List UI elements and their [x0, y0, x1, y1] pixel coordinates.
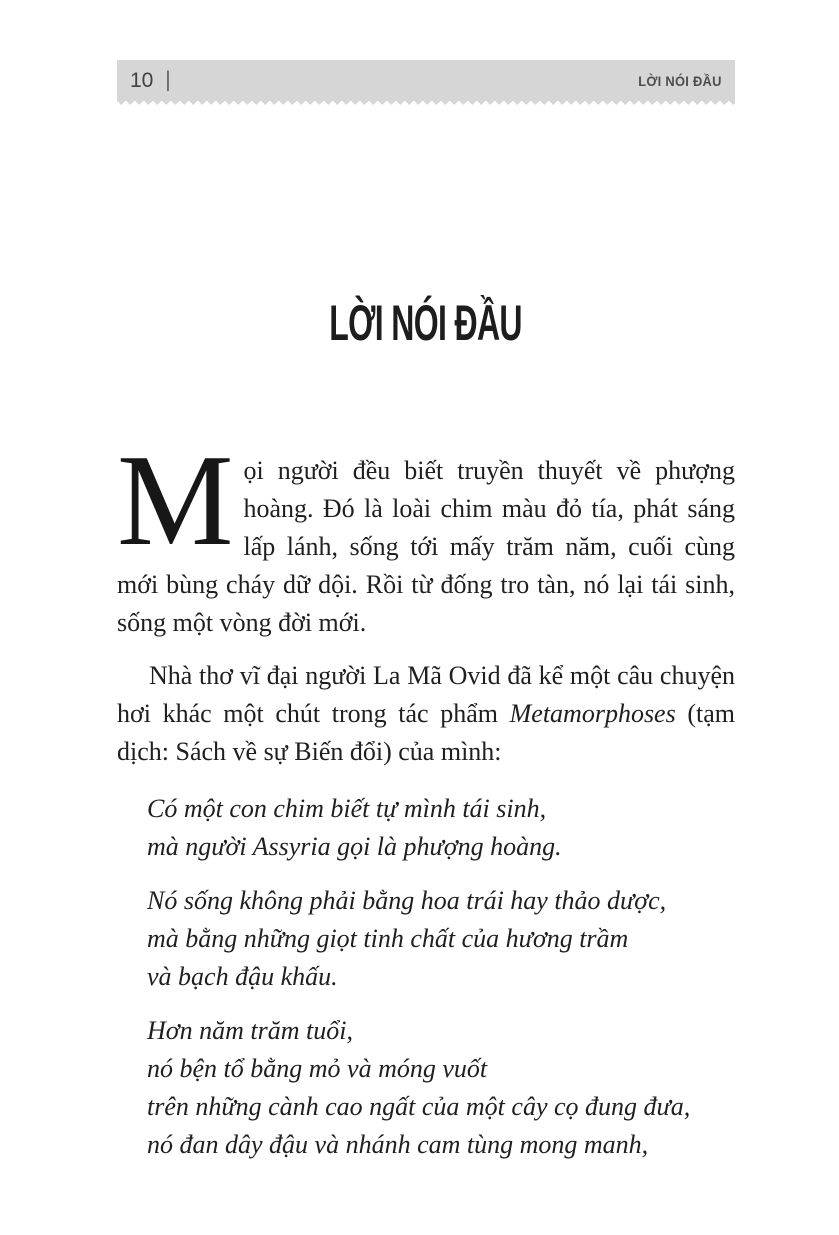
- paragraph-second-text-after: (tạm dịch: Sách về sự Biến đổi) của mình:: [117, 699, 735, 766]
- running-title: LỜI NÓI ĐẦU: [638, 72, 722, 89]
- poem-stanza: [147, 882, 735, 996]
- poem-line: nó đan dây đậu và nhánh cam tùng mong manh,: [147, 1130, 649, 1159]
- poem-quote: [147, 790, 735, 1164]
- chapter-title: [117, 293, 735, 353]
- book-title: Metamorphoses: [509, 699, 676, 728]
- poem-line: Nó sống không phải bằng hoa trái hay thảo dược,: [147, 886, 667, 915]
- paragraph-second-text-before: Nhà thơ vĩ đại người La Mã Ovid đã kể một câu chuyện hơi khác một chút trong tác phẩm: [117, 661, 735, 728]
- poem-line: Hơn năm trăm tuổi,: [147, 1016, 353, 1045]
- poem-line: nó bện tổ bằng mỏ và móng vuốt: [147, 1054, 488, 1083]
- poem-line: mà người Assyria gọi là phượng hoàng.: [147, 832, 562, 861]
- paragraph-second: [117, 657, 735, 771]
- poem-stanza: [147, 790, 735, 866]
- page-number-separator: |: [165, 67, 171, 93]
- poem-line: trên những cành cao ngất của một cây cọ đung đưa,: [147, 1092, 691, 1121]
- page-header: [117, 60, 735, 101]
- poem-line: và bạch đậu khấu.: [147, 962, 338, 991]
- poem-line: mà bằng những giọt tinh chất của hương trầm: [147, 924, 629, 953]
- paragraph-intro: [117, 428, 735, 642]
- poem-line: Có một con chim biết tự mình tái sinh,: [147, 794, 547, 823]
- body-text: [117, 428, 735, 1180]
- paragraph-intro-text: ọi người đều biết truyền thuyết về phượng hoàng. Đó là loài chim màu đỏ tía, phát sáng lấp lánh, sống tới mấy trăm năm, cuối cùng mới bùng cháy dữ dội. Rồi từ đống tro tàn, nó lại tái sinh, sống một vòng đời mới.: [117, 456, 735, 637]
- drop-cap: M: [117, 428, 234, 573]
- page-number: 10: [130, 68, 154, 92]
- poem-stanza: [147, 1012, 735, 1164]
- chapter-title-text: LỜI NÓI ĐẦU: [329, 295, 523, 351]
